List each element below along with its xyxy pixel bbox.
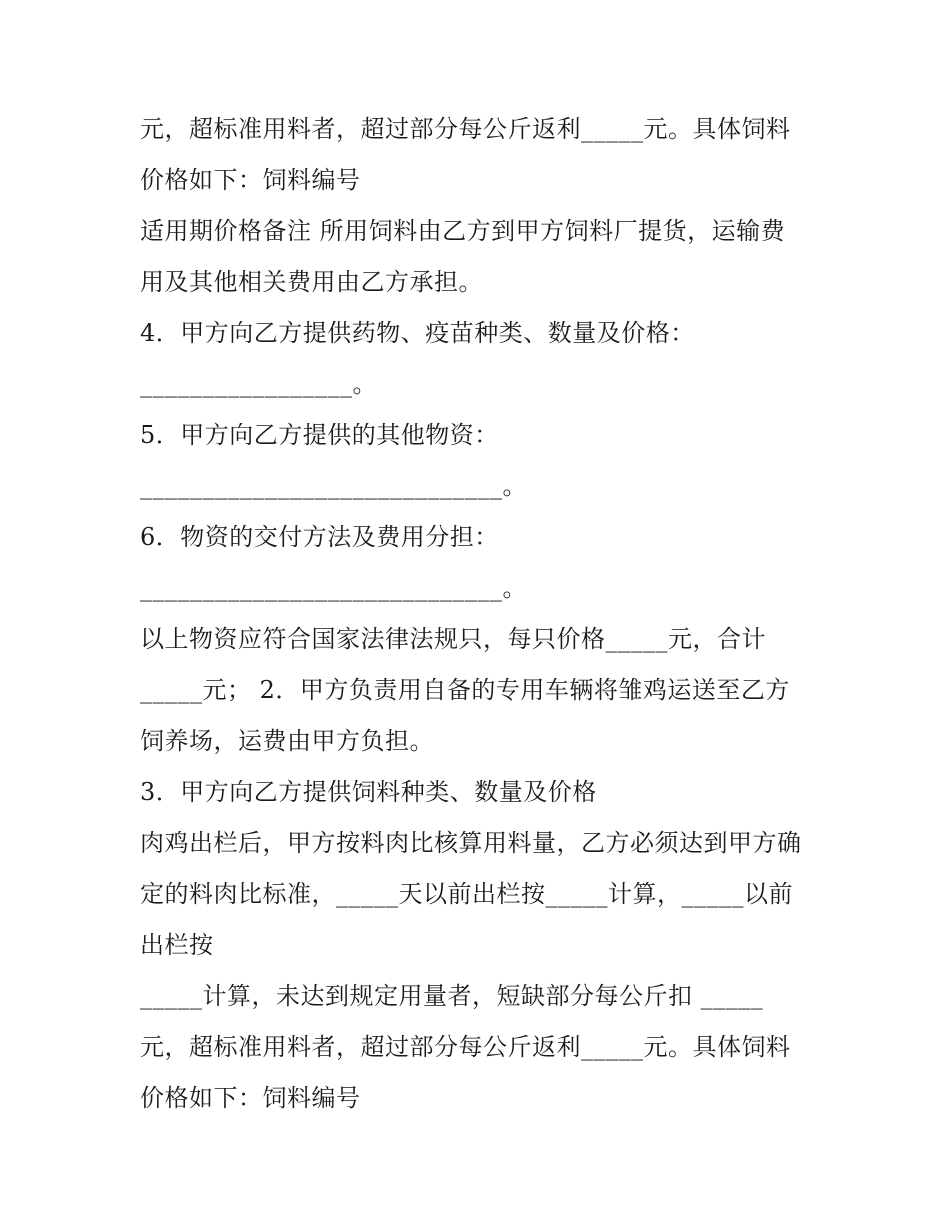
text-line: 饲养场，运费由甲方负担。 <box>140 727 434 755</box>
blank-line: _____________________________。 <box>140 472 527 500</box>
blank-line: _____________________________。 <box>140 574 527 602</box>
text-line: _____元； 2．甲方负责用自备的专用车辆将雏鸡运送至乙方 <box>140 676 790 704</box>
text-line: 价格如下：饲料编号 <box>140 1084 361 1112</box>
text-line: 出栏按 <box>140 931 214 959</box>
clause-5-heading: 5．甲方向乙方提供的其他物资： <box>140 421 499 449</box>
clause-3-heading: 3．甲方向乙方提供饲料种类、数量及价格 <box>140 778 597 806</box>
text-line: _____计算，未达到规定用量者，短缺部分每公斤扣 _____ <box>140 982 764 1010</box>
document-page <box>140 104 830 1124</box>
blank-line: _________________。 <box>140 370 377 398</box>
text-line: 适用期价格备注 所用饲料由乙方到甲方饲料厂提货，运输费 <box>140 217 786 245</box>
text-line: 定的料肉比标准，_____天以前出栏按_____计算，_____以前 <box>140 880 793 908</box>
text-line: 肉鸡出栏后，甲方按料肉比核算用料量，乙方必须达到甲方确 <box>140 829 802 857</box>
clause-6-heading: 6．物资的交付方法及费用分担： <box>140 523 499 551</box>
text-line: 元，超标准用料者，超过部分每公斤返利_____元。具体饲料 <box>140 1033 791 1061</box>
text-line: 元，超标准用料者，超过部分每公斤返利_____元。具体饲料 <box>140 115 791 143</box>
text-line: 以上物资应符合国家法律法规只，每只价格_____元，合计 <box>140 625 766 653</box>
text-line: 用及其他相关费用由乙方承担。 <box>140 268 483 296</box>
text-line: 价格如下：饲料编号 <box>140 166 361 194</box>
clause-4-heading: 4．甲方向乙方提供药物、疫苗种类、数量及价格： <box>140 319 695 347</box>
